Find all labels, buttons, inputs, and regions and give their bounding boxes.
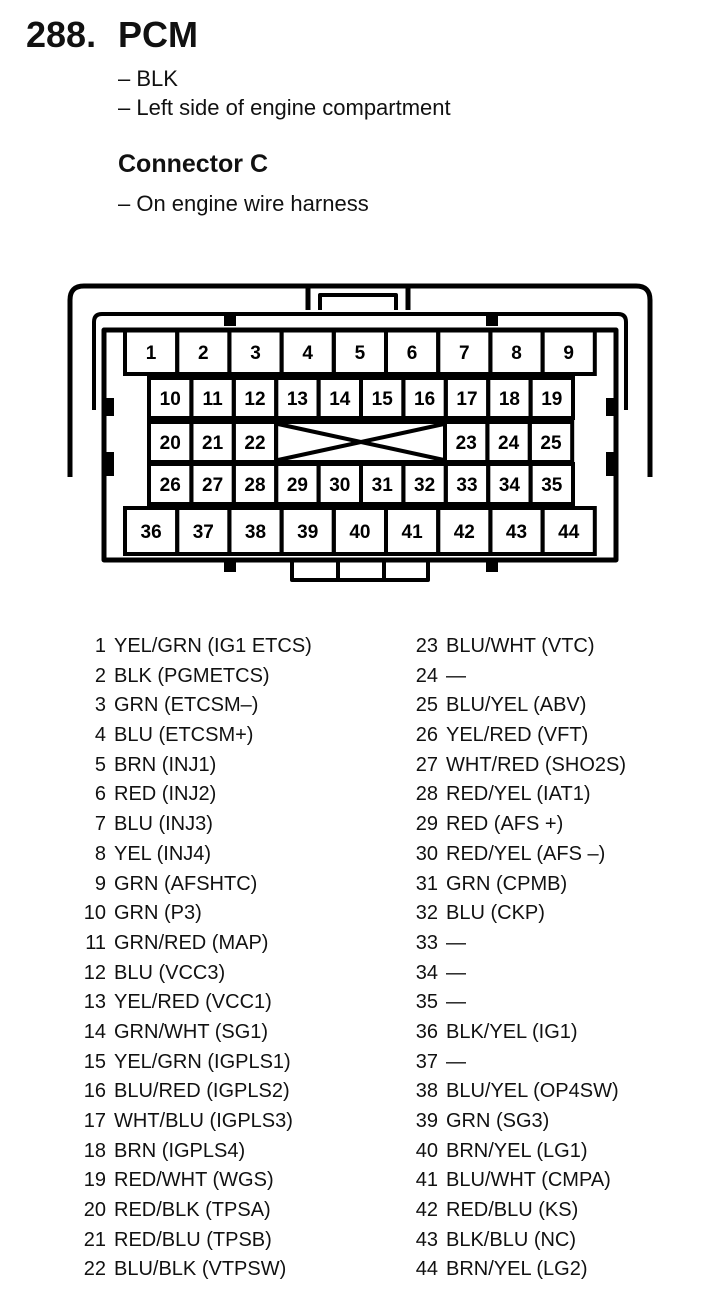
- pin-row: [404, 721, 626, 751]
- pin-row: [78, 691, 312, 721]
- pin-description: BLU/YEL (ABV): [446, 694, 587, 717]
- pin-description: GRN (AFSHTC): [114, 872, 258, 895]
- pin-number: 11: [85, 931, 106, 954]
- pin-cavity-label: 9: [563, 343, 574, 364]
- pin-cavity-label: 36: [140, 522, 162, 543]
- pin-description: GRN (ETCSM–): [114, 694, 259, 717]
- pin-row: [404, 1048, 626, 1078]
- component-number: 288.: [26, 14, 97, 55]
- pin-cavity-label: 29: [286, 475, 308, 496]
- component-location: – Left side of engine compartment: [118, 95, 451, 120]
- pin-description: RED (INJ2): [114, 783, 217, 806]
- pin-description: RED/YEL (AFS –): [446, 842, 606, 865]
- component-title: PCM: [118, 14, 198, 55]
- pin-description: BLK/BLU (NC): [446, 1228, 577, 1251]
- pin-row: [404, 691, 626, 721]
- pin-number: 44: [415, 1258, 438, 1281]
- pin-row: [404, 1137, 626, 1167]
- right-lock-top: [606, 398, 618, 416]
- pin-description: RED/BLU (KS): [446, 1199, 579, 1222]
- pin-number: 29: [415, 813, 438, 836]
- connector-title: Connector C: [118, 150, 268, 178]
- pin-list-left: [78, 632, 312, 1285]
- pin-cavity-label: 1: [145, 343, 157, 364]
- pin-number: 9: [94, 872, 106, 895]
- pin-cavity-label: 27: [202, 475, 224, 496]
- pin-description: YEL (INJ4): [114, 842, 212, 865]
- pin-row: [404, 988, 626, 1018]
- pin-cavity-label: 22: [244, 433, 266, 454]
- pin-cavity-label: 6: [406, 343, 418, 364]
- pin-cavity-label: 17: [456, 389, 478, 410]
- pin-description: WHT/RED (SHO2S): [446, 753, 626, 776]
- pin-cavity-label: 13: [286, 389, 308, 410]
- pin-cavity-label: 30: [329, 475, 351, 496]
- pin-row: [404, 780, 626, 810]
- pin-cavity-label: 16: [414, 389, 436, 410]
- pin-cavity-label: 41: [401, 522, 423, 543]
- pin-row: [78, 780, 312, 810]
- pin-description: —: [446, 991, 466, 1014]
- pin-cavity-label: 19: [541, 389, 563, 410]
- pin-description: BLU/WHT (VTC): [446, 635, 595, 657]
- pin-cavity-label: 31: [371, 475, 393, 496]
- pin-description: YEL/RED (VCC1): [114, 991, 272, 1014]
- pin-description: YEL/GRN (IG1 ETCS): [114, 635, 312, 657]
- pin-description: RED/YEL (IAT1): [446, 783, 591, 806]
- pin-cavity-label: 39: [297, 522, 319, 543]
- pin-cavity-label: 21: [202, 433, 224, 454]
- pin-row: [404, 810, 626, 840]
- pin-cavity-label: 35: [541, 475, 563, 496]
- pin-number: 30: [415, 842, 438, 865]
- pin-number: 13: [83, 991, 106, 1014]
- pin-cavity-label: 5: [354, 343, 366, 364]
- pin-row: [404, 1196, 626, 1226]
- pin-description: RED/BLU (TPSB): [114, 1228, 272, 1251]
- pin-cavity-label: 15: [371, 389, 393, 410]
- pin-description: BLU/BLK (VTPSW): [114, 1258, 287, 1281]
- pin-number: 22: [83, 1258, 106, 1281]
- pin-description: BLU/YEL (OP4SW): [446, 1080, 619, 1103]
- pin-number: 17: [83, 1110, 106, 1132]
- pin-number: 43: [415, 1228, 438, 1251]
- pin-number: 3: [94, 694, 106, 717]
- pin-row: [78, 662, 312, 692]
- pin-cavity-label: 38: [244, 522, 267, 543]
- pin-description: —: [446, 961, 466, 984]
- pin-row: [78, 1137, 312, 1167]
- pin-number: 12: [83, 961, 106, 984]
- pin-cavity-label: 2: [198, 343, 209, 364]
- pin-row: [404, 1077, 626, 1107]
- guide-bottom-right: [486, 562, 498, 572]
- pin-description: GRN/RED (MAP): [114, 931, 269, 954]
- pin-cavity-label: 34: [498, 475, 520, 496]
- pin-cavity-label: 43: [505, 522, 528, 543]
- pin-description: YEL/GRN (IGPLS1): [114, 1050, 291, 1073]
- left-lock-bottom: [102, 452, 114, 476]
- pin-row: [404, 1255, 626, 1285]
- pin-row: [404, 1018, 626, 1048]
- pin-row: [78, 1107, 312, 1137]
- pin-number: 34: [415, 961, 438, 984]
- pin-cavity-label: 11: [202, 389, 223, 410]
- pin-description: BLK (PGMETCS): [114, 664, 270, 687]
- pin-list-right: [404, 632, 626, 1285]
- pin-row: [404, 929, 626, 959]
- pin-number: 28: [415, 783, 438, 806]
- pin-number: 26: [415, 724, 438, 747]
- pin-cavity-label: 28: [244, 475, 266, 496]
- pin-description: BLU (ETCSM+): [114, 724, 254, 747]
- pin-description: GRN (CPMB): [446, 872, 568, 895]
- pin-description: WHT/BLU (IGPLS3): [114, 1110, 293, 1132]
- pin-row: [78, 1018, 312, 1048]
- pin-cavity-label: 20: [159, 433, 181, 454]
- pin-cavity-label: 33: [456, 475, 478, 496]
- pin-number: 23: [415, 635, 438, 657]
- pin-description: RED/WHT (WGS): [114, 1169, 274, 1192]
- pin-row: [78, 1048, 312, 1078]
- pin-number: 36: [415, 1020, 438, 1043]
- pin-description: GRN (P3): [114, 902, 202, 925]
- pin-description: —: [446, 1050, 466, 1073]
- pin-cavity-label: 8: [511, 343, 522, 364]
- pin-cavity-label: 18: [498, 389, 520, 410]
- pin-number: 24: [415, 664, 438, 687]
- pin-row: [404, 870, 626, 900]
- pin-number: 37: [415, 1050, 438, 1073]
- pin-cavity-label: 4: [302, 343, 313, 364]
- pin-number: 19: [83, 1169, 106, 1192]
- pin-row: [404, 1107, 626, 1137]
- pin-number: 21: [83, 1228, 106, 1251]
- pin-description: BRN (IGPLS4): [114, 1139, 246, 1162]
- right-lock-bottom: [606, 452, 618, 476]
- pin-row: [78, 988, 312, 1018]
- pin-cavity-label: 23: [455, 433, 477, 454]
- pin-description: BRN/YEL (LG1): [446, 1139, 588, 1162]
- connector-latch: [308, 286, 408, 310]
- pin-description: GRN/WHT (SG1): [114, 1020, 269, 1043]
- pin-row: [404, 751, 626, 781]
- component-color: – BLK: [118, 66, 178, 91]
- guide-bottom-left: [224, 562, 236, 572]
- pin-row: [78, 810, 312, 840]
- pin-cavity-label: 32: [414, 475, 436, 496]
- pin-row: [404, 632, 626, 662]
- pin-row: [78, 632, 312, 662]
- connector-diagram: [0, 0, 704, 600]
- pin-number: 15: [83, 1050, 106, 1073]
- pin-row: [78, 1166, 312, 1196]
- pin-cavity-label: 42: [453, 522, 475, 543]
- pin-row: [78, 751, 312, 781]
- guide-top-left: [224, 314, 236, 326]
- pin-number: 8: [94, 842, 106, 865]
- pin-description: BRN/YEL (LG2): [446, 1258, 588, 1281]
- pin-row: [404, 840, 626, 870]
- guide-top-right: [486, 314, 498, 326]
- pin-number: 32: [415, 902, 438, 925]
- pin-description: BLK/YEL (IG1): [446, 1020, 578, 1043]
- pin-row: [78, 1196, 312, 1226]
- pin-number: 14: [83, 1020, 106, 1043]
- connector-location: – On engine wire harness: [118, 191, 369, 216]
- pin-row: [78, 929, 312, 959]
- pin-number: 18: [83, 1139, 106, 1162]
- pin-number: 40: [415, 1139, 438, 1162]
- pin-number: 5: [94, 753, 106, 776]
- pin-number: 39: [415, 1110, 438, 1132]
- pin-cavity-label: 24: [498, 433, 520, 454]
- pin-description: RED/BLK (TPSA): [114, 1199, 271, 1222]
- pin-number: 7: [94, 813, 106, 836]
- pin-description: BLU (VCC3): [114, 961, 226, 984]
- pin-number: 33: [415, 931, 438, 954]
- pin-number: 41: [415, 1169, 438, 1192]
- pin-number: 35: [415, 991, 438, 1014]
- pin-row: [404, 662, 626, 692]
- pin-cavity-label: 44: [558, 522, 580, 543]
- pin-cavity-label: 10: [159, 389, 181, 410]
- pin-row: [78, 840, 312, 870]
- connector-bottom-tab: [292, 560, 428, 580]
- pin-cavity-label: 14: [329, 389, 351, 410]
- pin-row: [78, 1077, 312, 1107]
- pin-description: BLU (INJ3): [114, 813, 213, 836]
- pin-row: [404, 899, 626, 929]
- pin-description: RED (AFS +): [446, 813, 564, 836]
- pin-cavity-label: 26: [159, 475, 181, 496]
- pin-description: —: [446, 664, 466, 687]
- pin-cavity-label: 12: [244, 389, 266, 410]
- pin-cavity-label: 7: [459, 343, 470, 364]
- pin-number: 4: [94, 724, 106, 747]
- pin-number: 25: [415, 694, 438, 717]
- pin-row: [78, 959, 312, 989]
- pin-row: [78, 899, 312, 929]
- pin-description: BRN (INJ1): [114, 753, 217, 776]
- pin-cavity-label: 3: [250, 343, 261, 364]
- left-lock-top: [102, 398, 114, 416]
- pin-number: 1: [94, 635, 106, 657]
- pin-number: 38: [415, 1080, 438, 1103]
- pin-row: [404, 959, 626, 989]
- pin-number: 6: [94, 783, 106, 806]
- pin-description: GRN (SG3): [446, 1110, 550, 1132]
- pin-cavity-label: 25: [540, 433, 562, 454]
- pin-cavity-label: 37: [192, 522, 214, 543]
- pin-cavity-label: 40: [349, 522, 371, 543]
- pin-description: BLU/RED (IGPLS2): [114, 1080, 290, 1103]
- pin-description: —: [446, 931, 466, 954]
- pin-description: BLU/WHT (CMPA): [446, 1169, 611, 1192]
- pin-row: [78, 1226, 312, 1256]
- pin-row: [78, 1255, 312, 1285]
- pin-row: [404, 1166, 626, 1196]
- pin-description: YEL/RED (VFT): [446, 724, 589, 747]
- pin-number: 2: [94, 664, 106, 687]
- pin-number: 27: [415, 753, 438, 776]
- pin-number: 10: [83, 902, 106, 925]
- pin-row: [78, 870, 312, 900]
- pin-row: [78, 721, 312, 751]
- pin-number: 31: [415, 872, 438, 895]
- pin-number: 20: [83, 1199, 106, 1222]
- pin-number: 16: [83, 1080, 106, 1103]
- pin-number: 42: [415, 1199, 438, 1222]
- pin-row: [404, 1226, 626, 1256]
- pin-description: BLU (CKP): [446, 902, 545, 925]
